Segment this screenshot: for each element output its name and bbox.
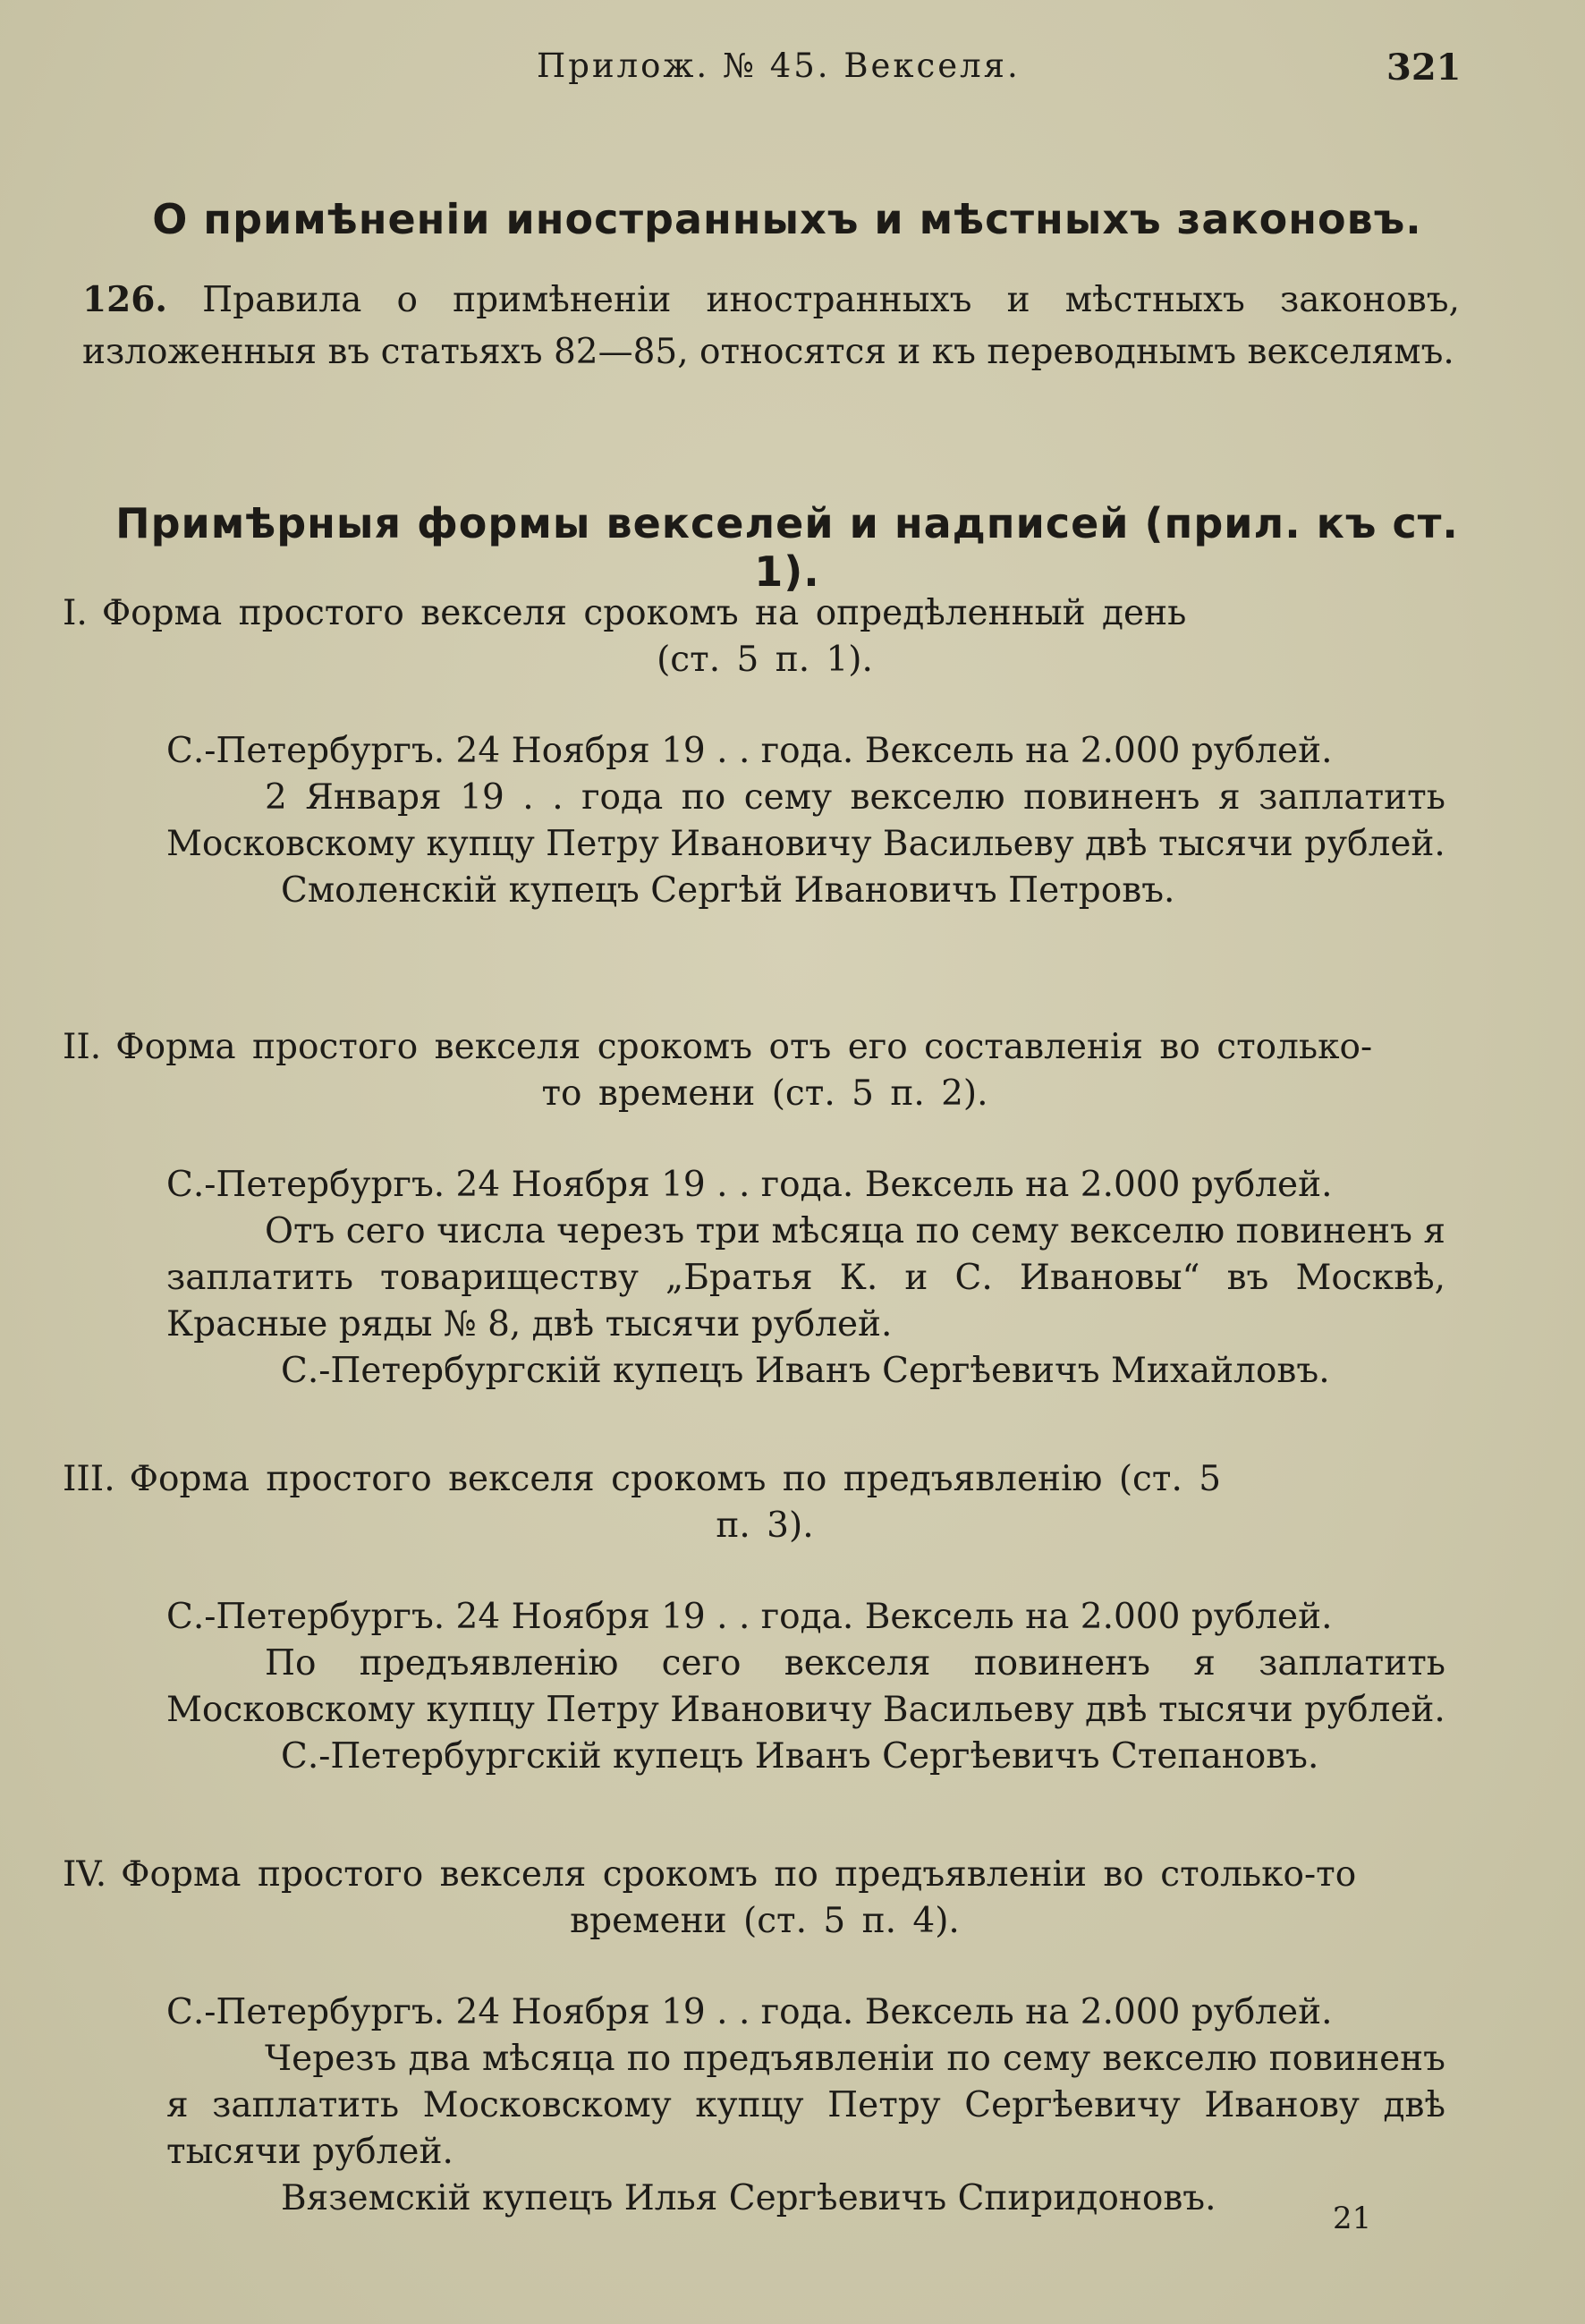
form-heading (63, 590, 1467, 683)
form-block-1 (63, 590, 1467, 914)
note-first-line: С.-Петербургъ. 24 Ноября 19 . . года. Вексель на 2.000 рублей. (166, 1165, 1333, 1205)
page-number: 321 (1386, 47, 1462, 89)
form-heading (63, 1852, 1467, 1945)
form-heading (63, 1024, 1467, 1117)
article-126 (82, 274, 1460, 378)
form-heading-tail: (ст. 5 п. 1). (657, 640, 873, 680)
note-signature: С.-Петербургскій купецъ Иванъ Сергѣевичъ Степановъ. (281, 1736, 1319, 1777)
form-heading-text: Форма простого векселя срокомъ по предъявленіи во столько-то (121, 1854, 1357, 1895)
section-heading-foreign-laws: О примѣненіи иностранныхъ и мѣстныхъ законовъ. (152, 195, 1422, 243)
note-body: 2 Января 19 . . года по сему векселю повиненъ я заплатить Московскому купцу Петру Ивановичу Васильеву двѣ тысячи рублей. (166, 777, 1445, 864)
form-heading-tail: п. 3). (716, 1506, 814, 1546)
article-text: Правила о примѣненіи иностранныхъ и мѣстныхъ законовъ, изложенныя въ статьяхъ 82—85, относятся и къ переводнымъ векселямъ. (82, 280, 1461, 372)
form-block-3 (63, 1456, 1467, 1780)
note-signature: С.-Петербургскій купецъ Иванъ Сергѣевичъ Михайловъ. (281, 1351, 1330, 1391)
section-heading-sample-forms: Примѣрныя формы векселей и надписей (прил. къ ст. 1). (115, 499, 1459, 596)
signature-folio-number: 21 (1333, 2201, 1372, 2236)
form-roman-numeral: IV. (63, 1854, 107, 1895)
form-roman-numeral: III. (63, 1459, 115, 1499)
note-body: Отъ сего числа черезъ три мѣсяца по сему векселю повиненъ я заплатить товариществу „Братья К. и С. Ивановы“ въ Москвѣ, Красные ряды № 8, двѣ тысячи рублей. (166, 1211, 1445, 1344)
form-block-4 (63, 1852, 1467, 2222)
form-heading-tail: времени (ст. 5 п. 4). (570, 1901, 960, 1941)
note-signature: Вяземскій купецъ Илья Сергѣевичъ Спиридоновъ. (281, 2178, 1216, 2218)
note-signature: Смоленскій купецъ Сергѣй Ивановичъ Петровъ. (281, 870, 1175, 911)
note-first-line: С.-Петербургъ. 24 Ноября 19 . . года. Вексель на 2.000 рублей. (166, 1597, 1333, 1637)
note-body: По предъявленію сего векселя повиненъ я заплатить Московскому купцу Петру Ивановичу Васильеву двѣ тысячи рублей. (166, 1643, 1445, 1730)
promissory-note (166, 1594, 1445, 1780)
form-heading-text: Форма простого векселя срокомъ по предъявленію (ст. 5 (129, 1459, 1222, 1499)
promissory-note (166, 728, 1445, 914)
note-body: Черезъ два мѣсяца по предъявленіи по сему векселю повиненъ я заплатить Московскому купцу Петру Сергѣевичу Иванову двѣ тысячи рублей. (166, 2039, 1445, 2172)
promissory-note (166, 1989, 1445, 2222)
form-roman-numeral: II. (63, 1027, 102, 1067)
form-heading (63, 1456, 1467, 1549)
note-first-line: С.-Петербургъ. 24 Ноября 19 . . года. Вексель на 2.000 рублей. (166, 1992, 1333, 2032)
form-heading-text: Форма простого векселя срокомъ на опредѣленный день (101, 593, 1187, 633)
note-first-line: С.-Петербургъ. 24 Ноября 19 . . года. Вексель на 2.000 рублей. (166, 731, 1333, 771)
form-block-2 (63, 1024, 1467, 1395)
running-head (0, 47, 1585, 100)
promissory-note (166, 1162, 1445, 1395)
article-number: 126. (82, 279, 167, 320)
running-head-title: Прилож. № 45. Векселя. (537, 47, 1021, 85)
form-heading-text: Форма простого векселя срокомъ отъ его составленія во столько- (115, 1027, 1373, 1067)
form-heading-tail: то времени (ст. 5 п. 2). (541, 1073, 988, 1114)
form-roman-numeral: I. (63, 593, 88, 633)
